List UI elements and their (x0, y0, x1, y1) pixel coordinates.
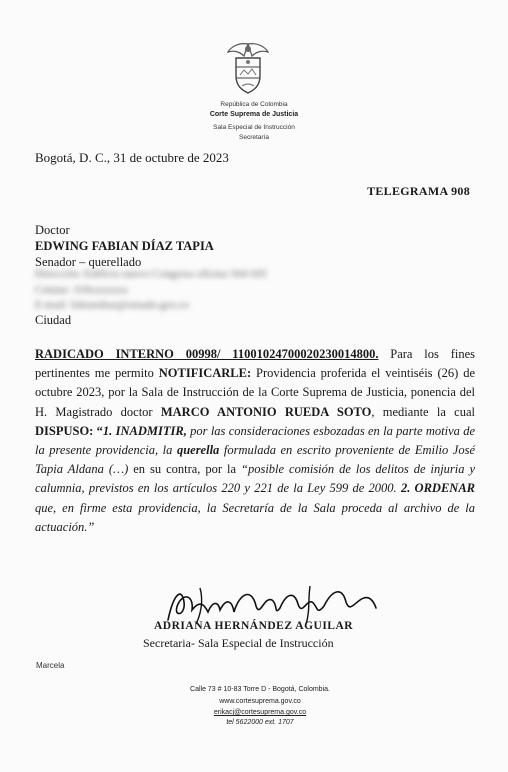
addressee-city: Ciudad (35, 313, 72, 327)
coat-of-arms-icon (224, 40, 272, 96)
addressee-email-redacted: E-mail: fabiandiaz@senado.gov.co (35, 299, 189, 311)
header-country: República de Colombia (220, 101, 288, 108)
footer-address: Calle 73 # 10-83 Torre D - Bogotá, Colombia. (190, 686, 330, 693)
addressee-phone-redacted: Celular: 318xxxxxxx (35, 284, 129, 296)
footer-email[interactable]: erikacj@cortesuprema.gov.co (213, 709, 307, 716)
addressee-name: EDWING FABIAN DÍAZ TAPIA (35, 239, 214, 253)
querella-keyword: querella (176, 443, 220, 458)
header-court: Corte Suprema de Justicia (209, 111, 299, 118)
body-text-5: por las consideraciones esbozadas en la parte motiva de la presente providencia, la (35, 423, 476, 458)
drafter-initials: Marcela (36, 661, 65, 670)
notification-body (35, 345, 475, 537)
body-text-8: “posible comisión de los delitos de injuria y calumnia, previstos en los artículos 220 y 221 de la Ley 599 de 2000. (35, 462, 476, 496)
date-line: Bogotá, D. C., 31 de octubre de 2023 (35, 150, 229, 165)
notify-keyword: NOTIFICARLE: (158, 366, 252, 381)
body-text-6: formulada en escrito proveniente de Emilio José Tapia Aldana (…) (35, 443, 475, 477)
order-1: 1. INADMITIR, (102, 423, 187, 438)
open-quote: “ (93, 423, 103, 438)
body-text-2: Providencia proferida el veintiséis (26) de octubre 2023, por la Sala de Instrucción de la Corte Suprema de Justicia, ponencia del H. Magistrado doctor (35, 366, 475, 419)
footer-website[interactable]: www.cortesuprema.gov.co (219, 698, 301, 705)
telegram-number: TELEGRAMA 908 (367, 184, 470, 198)
addressee-title: Doctor (35, 223, 70, 237)
signatory-role: Secretaria- Sala Especial de Instrucción (143, 636, 334, 650)
body-text-7: en su contra, por la (128, 462, 241, 477)
magistrate-name: MARCO ANTONIO RUEDA SOTO (160, 404, 372, 419)
body-text-3: , mediante la cual (371, 404, 475, 419)
header-chamber: Sala Especial de Instrucción (213, 124, 295, 131)
footer-phone: tel 5622000 ext. 1707 (226, 719, 294, 726)
order-2: 2. ORDENAR (400, 481, 475, 496)
signatory-name: ADRIANA HERNÁNDEZ AGUILAR (154, 620, 354, 632)
body-text-9: que, en firme esta providencia, la Secretaría de la Sala proceda al archivo de la actuación.” (35, 500, 475, 534)
body-text-1: Para los fines pertinentes me permito (35, 347, 475, 381)
dispuso-keyword: DISPUSO: (35, 423, 94, 438)
radicado-number: RADICADO INTERNO 00998/ 11001024700020230014800. (35, 347, 379, 361)
addressee-role: Senador – querellado (35, 255, 142, 269)
header-office: Secretaría (239, 134, 269, 141)
addressee-address-redacted: Dirección: Edificio nuevo Congreso oficina 504-505 (35, 268, 267, 280)
